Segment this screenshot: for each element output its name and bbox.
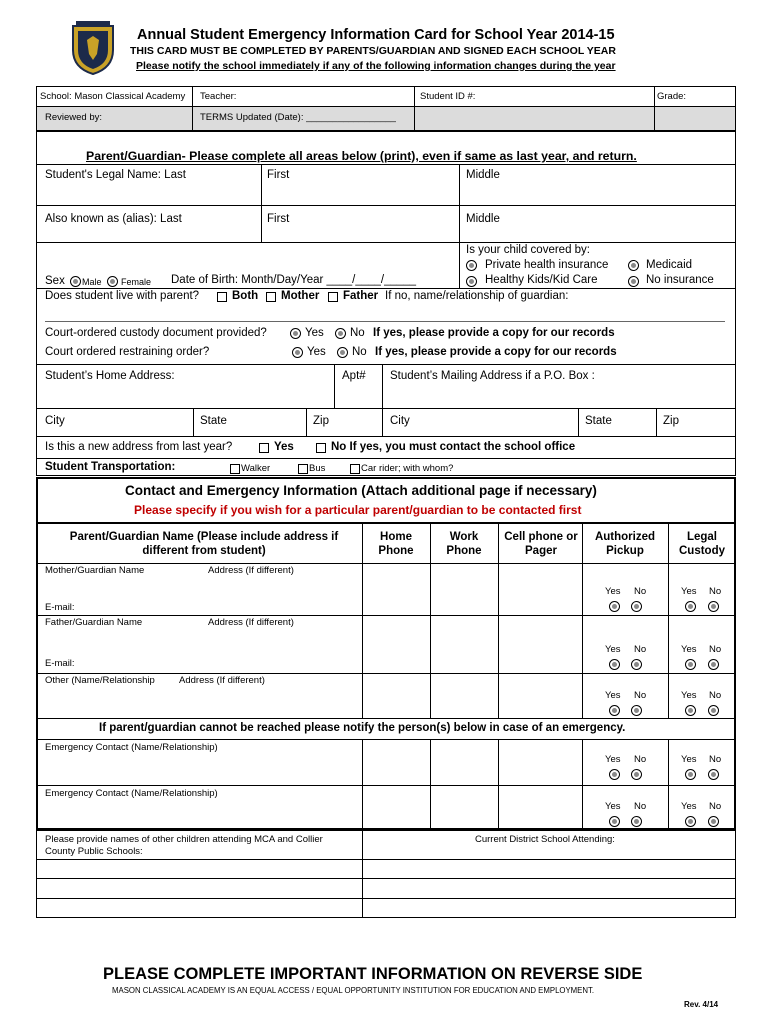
- ec1-auth-yes: Yes: [605, 754, 621, 765]
- ec2-legal-yes: Yes: [681, 801, 697, 812]
- father-address-label: Address (If different): [208, 617, 294, 628]
- other-legal-yes: Yes: [681, 690, 697, 701]
- walker-checkbox[interactable]: [230, 464, 240, 474]
- mother-legal-no-radio[interactable]: [708, 601, 719, 612]
- guardian-relationship-label: If no, name/relationship of guardian:: [385, 290, 569, 302]
- female-label: Female: [121, 277, 152, 287]
- other-name-label: Other (Name/Relationship: [45, 675, 155, 686]
- transportation-label: Student Transportation:: [45, 461, 176, 473]
- ec1-legal-no-radio[interactable]: [708, 769, 719, 780]
- emergency-heading: If parent/guardian cannot be reached please notify the person(s) below in case of an emergency.: [99, 722, 626, 734]
- other-children-label: Please provide names of other children attending MCA and Collier County Public Schools:: [45, 834, 323, 857]
- restraining-yes-radio[interactable]: [292, 347, 303, 358]
- alias-middle-label: Middle: [466, 213, 500, 225]
- mother-auth-no: No: [634, 586, 647, 597]
- live-both-checkbox[interactable]: [217, 292, 227, 302]
- mother-legal-yes: Yes: [681, 586, 697, 597]
- parent-section-frame: [36, 131, 736, 476]
- col-cell-header: Cell phone or Pager: [504, 531, 578, 557]
- apt-label: Apt#: [342, 370, 366, 382]
- healthy-kids-radio[interactable]: [466, 276, 477, 287]
- live-with-question: Does student live with parent?: [45, 290, 200, 302]
- ec2-auth-yes: Yes: [605, 801, 621, 812]
- col-home-phone-header: Home Phone: [378, 531, 414, 557]
- terms-updated-label: TERMS Updated (Date): _________________: [200, 112, 396, 123]
- dob-label: Date of Birth: Month/Day/Year ____/____/_____: [171, 274, 417, 286]
- sex-label: Sex: [45, 275, 65, 287]
- equal-opportunity-statement: MASON CLASSICAL ACADEMY IS AN EQUAL ACCESS / EQUAL OPPORTUNITY INSTITUTION FOR EDUCATION AND EMPLOYMENT.: [112, 986, 595, 995]
- ec2-auth-no-radio[interactable]: [631, 816, 642, 827]
- alias-first-label: First: [267, 213, 290, 225]
- new-address-yes-label: Yes: [274, 441, 294, 453]
- current-school-label: Current District School Attending:: [475, 834, 615, 845]
- no-insurance-radio[interactable]: [628, 276, 639, 287]
- emergency-contact-2-label: Emergency Contact (Name/Relationship): [45, 788, 218, 799]
- contact-heading: Contact and Emergency Information (Attach additional page if necessary): [125, 483, 597, 498]
- col-name-header: Parent/Guardian Name (Please include address if different from student): [69, 531, 339, 557]
- car-rider-checkbox[interactable]: [350, 464, 360, 474]
- teacher-label: Teacher:: [200, 91, 237, 102]
- private-insurance-radio[interactable]: [466, 260, 477, 271]
- male-radio[interactable]: [70, 276, 81, 287]
- school-crest-logo: [70, 20, 116, 76]
- mailing-city-label: City: [390, 415, 410, 427]
- col-legal-custody-header: Legal Custody: [679, 531, 725, 557]
- father-email-label: E-mail:: [45, 658, 75, 669]
- restraining-copy-note: If yes, please provide a copy for our records: [375, 346, 617, 358]
- reviewed-by-label: Reviewed by:: [45, 112, 103, 123]
- ec2-legal-yes-radio[interactable]: [685, 816, 696, 827]
- new-address-no-checkbox[interactable]: [316, 443, 326, 453]
- ec1-auth-no-radio[interactable]: [631, 769, 642, 780]
- revision-label: Rev. 4/14: [684, 1000, 719, 1009]
- walker-label: Walker: [241, 463, 271, 474]
- coverage-question: Is your child covered by:: [466, 244, 591, 256]
- father-legal-no: No: [709, 644, 722, 655]
- restraining-no-label: No: [352, 346, 367, 358]
- ec2-legal-no-radio[interactable]: [708, 816, 719, 827]
- other-address-label: Address (If different): [179, 675, 265, 686]
- other-auth-no-radio[interactable]: [631, 705, 642, 716]
- father-auth-yes: Yes: [605, 644, 621, 655]
- new-address-no-label: No If yes, you must contact the school office: [331, 441, 576, 453]
- live-both-label: Both: [232, 290, 259, 302]
- custody-question: Court-ordered custody document provided?: [45, 327, 267, 339]
- home-state-label: State: [200, 415, 227, 427]
- mother-auth-no-radio[interactable]: [631, 601, 642, 612]
- medicaid-radio[interactable]: [628, 260, 639, 271]
- live-father-checkbox[interactable]: [328, 292, 338, 302]
- mailing-state-label: State: [585, 415, 612, 427]
- home-zip-label: Zip: [313, 415, 329, 427]
- ec1-legal-yes: Yes: [681, 754, 697, 765]
- father-auth-yes-radio[interactable]: [609, 659, 620, 670]
- ec1-legal-no: No: [709, 754, 722, 765]
- new-address-yes-checkbox[interactable]: [259, 443, 269, 453]
- mother-address-label: Address (If different): [208, 565, 294, 576]
- form-title: Annual Student Emergency Information Card for School Year 2014-15: [137, 27, 615, 43]
- parent-section-heading: Parent/Guardian- Please complete all areas below (print), even if same as last year, and return.: [86, 149, 637, 163]
- home-address-label: Student’s Home Address:: [45, 370, 175, 382]
- legal-first-label: First: [267, 169, 290, 181]
- father-auth-no: No: [634, 644, 647, 655]
- col-work-phone-header: Work Phone: [446, 531, 482, 557]
- restraining-yes-label: Yes: [307, 346, 326, 358]
- other-auth-yes-radio[interactable]: [609, 705, 620, 716]
- medicaid-label: Medicaid: [646, 259, 693, 271]
- reverse-side-notice: PLEASE COMPLETE IMPORTANT INFORMATION ON REVERSE SIDE: [103, 965, 643, 983]
- other-auth-yes: Yes: [605, 690, 621, 701]
- mother-auth-yes: Yes: [605, 586, 621, 597]
- other-legal-yes-radio[interactable]: [685, 705, 696, 716]
- no-insurance-label: No insurance: [646, 274, 714, 286]
- custody-no-radio[interactable]: [335, 328, 346, 339]
- ec2-legal-no: No: [709, 801, 722, 812]
- student-id-label: Student ID #:: [420, 91, 476, 102]
- bus-checkbox[interactable]: [298, 464, 308, 474]
- father-auth-no-radio[interactable]: [631, 659, 642, 670]
- alias-last-label: Also known as (alias): Last: [45, 213, 182, 225]
- restraining-question: Court ordered restraining order?: [45, 346, 210, 358]
- home-city-label: City: [45, 415, 65, 427]
- ec2-auth-no: No: [634, 801, 647, 812]
- healthy-kids-label: Healthy Kids/Kid Care: [485, 274, 598, 286]
- grade-label: Grade:: [657, 91, 687, 102]
- live-mother-label: Mother: [281, 290, 320, 302]
- ec1-legal-yes-radio[interactable]: [685, 769, 696, 780]
- mother-name-label: Mother/Guardian Name: [45, 565, 145, 576]
- mother-email-label: E-mail:: [45, 602, 75, 613]
- father-legal-yes-radio[interactable]: [685, 659, 696, 670]
- mother-auth-yes-radio[interactable]: [609, 601, 620, 612]
- mother-legal-yes-radio[interactable]: [685, 601, 696, 612]
- private-insurance-label: Private health insurance: [485, 259, 609, 271]
- change-notice: Please notify the school immediately if any of the following information changes during the year: [136, 60, 616, 72]
- live-mother-checkbox[interactable]: [266, 292, 276, 302]
- custody-no-label: No: [350, 327, 365, 339]
- school-label: School: Mason Classical Academy: [40, 91, 186, 102]
- other-auth-no: No: [634, 690, 647, 701]
- restraining-no-radio[interactable]: [337, 347, 348, 358]
- mailing-zip-label: Zip: [663, 415, 679, 427]
- legal-middle-label: Middle: [466, 169, 500, 181]
- col-auth-pickup-header: Authorized Pickup: [594, 531, 656, 557]
- other-legal-no-radio[interactable]: [708, 705, 719, 716]
- custody-yes-label: Yes: [305, 327, 324, 339]
- mother-legal-no: No: [709, 586, 722, 597]
- live-father-label: Father: [343, 290, 379, 302]
- form-subtitle: THIS CARD MUST BE COMPLETED BY PARENTS/GUARDIAN AND SIGNED EACH SCHOOL YEAR: [130, 45, 616, 57]
- emergency-contact-1-label: Emergency Contact (Name/Relationship): [45, 742, 218, 753]
- father-legal-yes: Yes: [681, 644, 697, 655]
- female-radio[interactable]: [107, 276, 118, 287]
- father-name-label: Father/Guardian Name: [45, 617, 143, 628]
- male-label: Male: [82, 277, 102, 287]
- ec1-auth-no: No: [634, 754, 647, 765]
- new-address-question: Is this a new address from last year?: [45, 441, 233, 453]
- father-legal-no-radio[interactable]: [708, 659, 719, 670]
- guardian-write-line: [45, 321, 725, 322]
- bus-label: Bus: [309, 463, 326, 474]
- contact-subheading: Please specify if you wish for a particular parent/guardian to be contacted first: [134, 503, 582, 517]
- custody-yes-radio[interactable]: [290, 328, 301, 339]
- other-legal-no: No: [709, 690, 722, 701]
- mailing-address-label: Student’s Mailing Address if a P.O. Box :: [390, 370, 595, 382]
- ec1-auth-yes-radio[interactable]: [609, 769, 620, 780]
- legal-last-label: Student's Legal Name: Last: [45, 169, 186, 181]
- custody-copy-note: If yes, please provide a copy for our records: [373, 327, 615, 339]
- car-rider-label: Car rider; with whom?: [361, 463, 454, 474]
- ec2-auth-yes-radio[interactable]: [609, 816, 620, 827]
